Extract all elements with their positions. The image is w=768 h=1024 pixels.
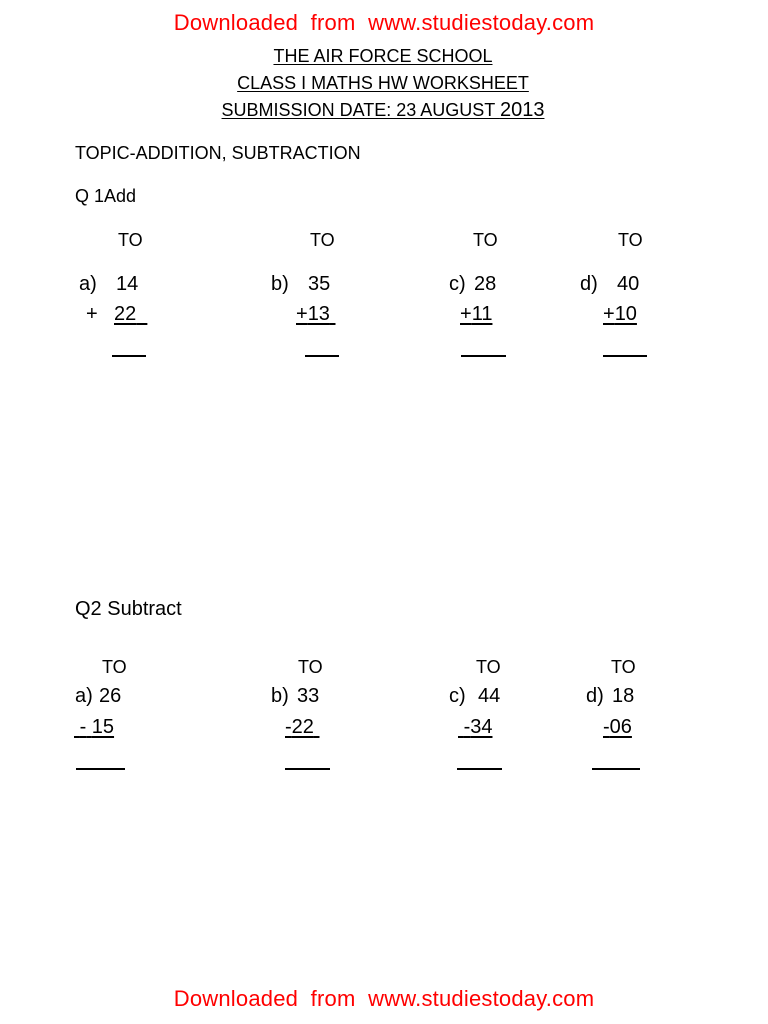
q1-d-bottom xyxy=(603,303,637,326)
q2-d-bottom xyxy=(603,716,632,739)
q2-c-bottom-value: 34 xyxy=(470,716,493,738)
q1-a-bottom-value: 22 xyxy=(114,303,137,325)
q1-c-top: 28 xyxy=(474,273,497,295)
q1-a-label: a) xyxy=(79,273,97,295)
q2-a-label: a) xyxy=(75,685,93,707)
q1-title: Q 1Add xyxy=(75,186,137,206)
q1-d-top: 40 xyxy=(617,273,640,295)
q1-b-answer-line xyxy=(305,355,339,357)
q2-b-bottom-value: 22 xyxy=(291,716,314,738)
watermark-bottom: Downloaded from www.studiestoday.com xyxy=(173,986,595,1011)
q2-b-op: - xyxy=(285,716,292,738)
q1-b-op: + xyxy=(296,303,308,325)
q1-a-answer-line xyxy=(112,355,146,357)
q1-b-top: 35 xyxy=(308,273,331,295)
q2-d-place-label: TO xyxy=(611,657,636,677)
q2-b-label: b) xyxy=(271,685,289,707)
q1-d-label: d) xyxy=(580,273,598,295)
q1-d-bottom-value: 10 xyxy=(614,303,637,325)
q2-b-top: 33 xyxy=(297,685,320,707)
q1-c-op: + xyxy=(460,303,472,325)
q1-a-bottom xyxy=(114,303,147,326)
q2-d-label: d) xyxy=(586,685,604,707)
q1-b-bottom xyxy=(296,303,336,326)
school-name: THE AIR FORCE SCHOOL xyxy=(273,46,493,66)
q1-c-bottom-value: 11 xyxy=(471,303,493,325)
q1-a-op: + xyxy=(86,303,98,325)
submission-year: 2013 xyxy=(499,99,545,121)
q1-a-place-label: TO xyxy=(118,230,143,250)
q2-c-place-label: TO xyxy=(476,657,501,677)
q1-a-top: 14 xyxy=(116,273,139,295)
topic-line: TOPIC-ADDITION, SUBTRACTION xyxy=(75,143,361,163)
q2-d-top: 18 xyxy=(612,685,635,707)
q1-d-op: + xyxy=(603,303,615,325)
q2-d-bottom-value: 06 xyxy=(609,716,632,738)
q2-b-answer-line xyxy=(285,768,330,770)
q2-title: Q2 Subtract xyxy=(75,598,182,620)
q2-a-top: 26 xyxy=(99,685,122,707)
q2-a-bottom-value: 15 xyxy=(91,716,115,738)
q1-d-place-label: TO xyxy=(618,230,643,250)
q1-b-bottom-value: 13 xyxy=(307,303,330,325)
submission-date xyxy=(0,99,766,122)
q2-c-top: 44 xyxy=(478,685,501,707)
q1-c-place-label: TO xyxy=(473,230,498,250)
q1-c-bottom xyxy=(460,303,492,326)
q2-d-op: - xyxy=(603,716,610,738)
worksheet-title: CLASS I MATHS HW WORKSHEET xyxy=(237,73,529,93)
q1-c-answer-line xyxy=(461,355,506,357)
watermark-top: Downloaded from www.studiestoday.com xyxy=(173,10,595,35)
q2-a-answer-line xyxy=(76,768,125,770)
q2-c-op: - xyxy=(463,716,471,738)
q2-a-place-label: TO xyxy=(102,657,127,677)
q2-c-answer-line xyxy=(457,768,502,770)
q2-a-bottom xyxy=(74,716,114,739)
q1-b-label: b) xyxy=(271,273,289,295)
q1-c-label: c) xyxy=(449,273,466,295)
q2-b-place-label: TO xyxy=(298,657,323,677)
q1-b-place-label: TO xyxy=(310,230,335,250)
q2-a-op: - xyxy=(79,716,87,738)
q2-c-label: c) xyxy=(449,685,466,707)
q2-c-bottom xyxy=(458,716,492,739)
q2-b-bottom xyxy=(285,716,319,739)
q2-d-answer-line xyxy=(592,768,640,770)
q1-d-answer-line xyxy=(603,355,647,357)
submission-date-text: SUBMISSION DATE: 23 AUGUST xyxy=(221,100,500,120)
